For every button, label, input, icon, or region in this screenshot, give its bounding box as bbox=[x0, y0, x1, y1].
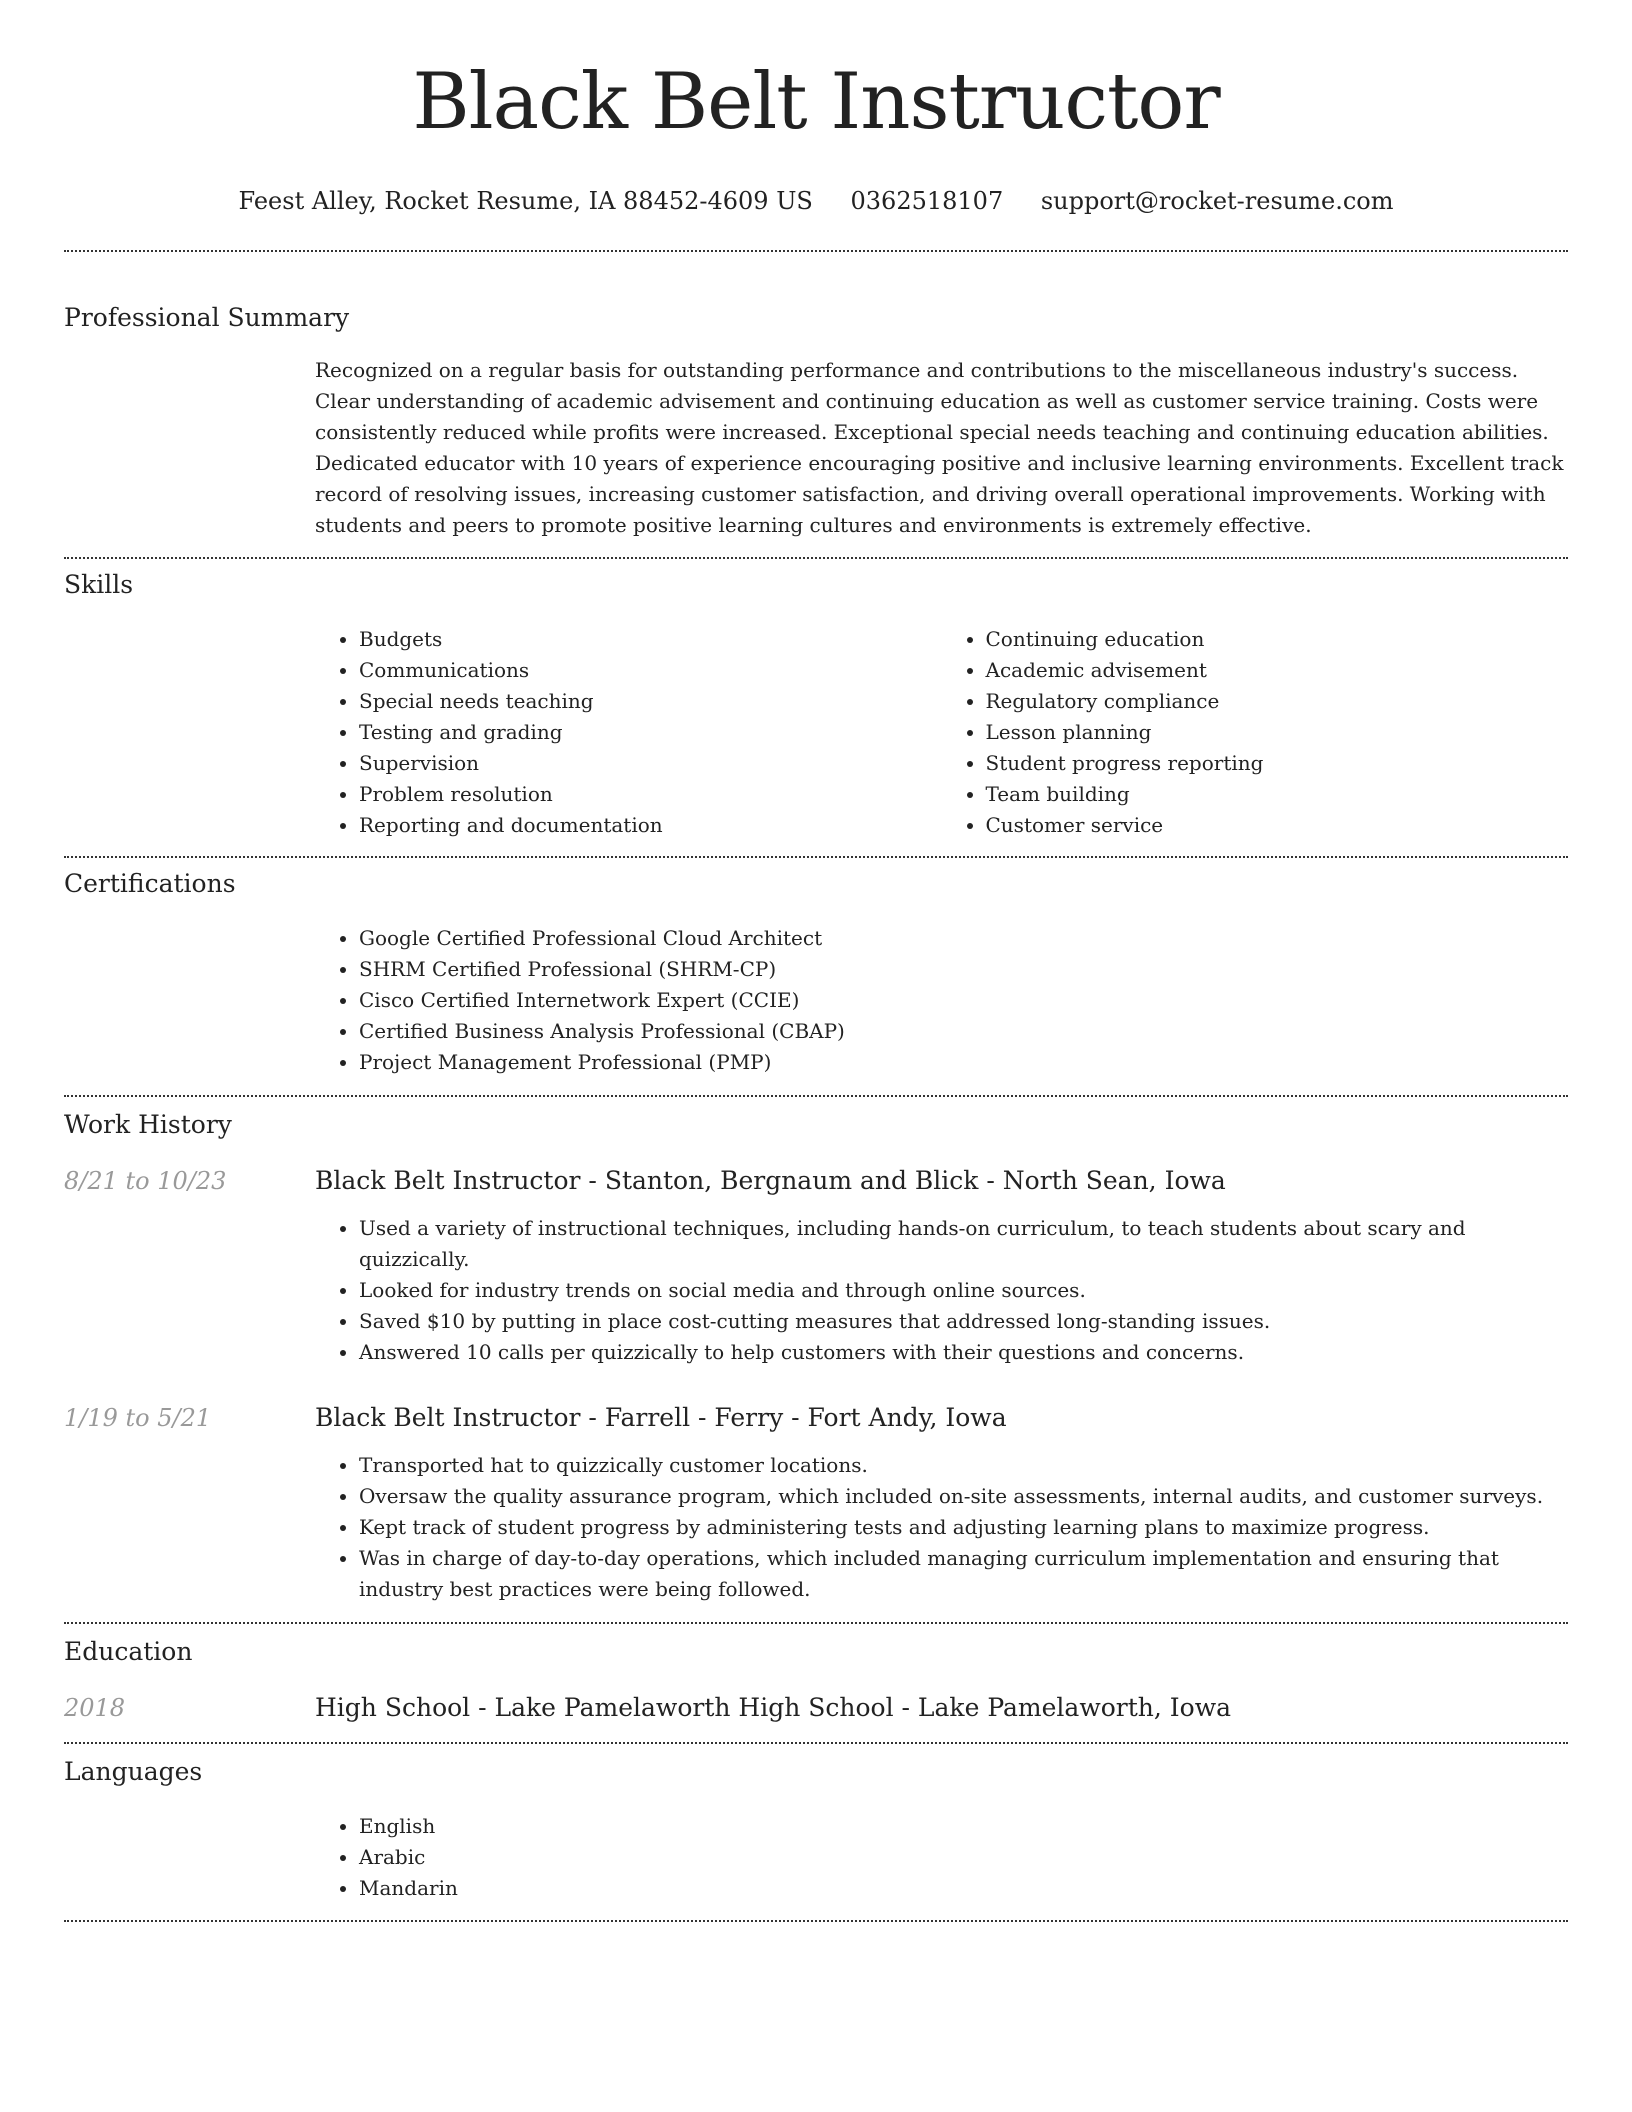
resume-page bbox=[64, 0, 1568, 1922]
divider bbox=[64, 1920, 1568, 1922]
job-title: Black Belt Instructor - Stanton, Bergnaum and Blick - North Sean, Iowa bbox=[315, 1166, 1226, 1195]
language-item: • Arabic bbox=[359, 1842, 1568, 1873]
contact-email: support@rocket-resume.com bbox=[1040, 187, 1394, 215]
work-section bbox=[64, 1097, 1568, 1622]
certifications-title: Certifications bbox=[64, 869, 236, 898]
skill-item: • Supervision bbox=[359, 748, 942, 779]
job-title: Black Belt Instructor - Farrell - Ferry - Fort Andy, Iowa bbox=[315, 1403, 1007, 1432]
skill-item: • Special needs teaching bbox=[359, 686, 942, 717]
work-title: Work History bbox=[64, 1110, 232, 1139]
job-bullets bbox=[315, 1213, 1568, 1368]
certifications-section bbox=[64, 858, 1568, 1095]
skill-item: • Problem resolution bbox=[359, 779, 942, 810]
certification-item: • Certified Business Analysis Professional (CBAP) bbox=[359, 1016, 1568, 1047]
summary-text: Recognized on a regular basis for outstanding performance and contributions to the miscellaneous industry's success. Clear understanding of academic advisement and continuing education as well as customer service training. Costs were consistently reduced while profits were increased. Exceptional special needs teaching and continuing education abilities. Dedicated educator with 10 years of experience encouraging positive and inclusive learning environments. Excellent track record of resolving issues, increasing customer satisfaction, and driving overall operational improvements. Working with students and peers to promote positive learning cultures and environments is extremely effective. bbox=[315, 358, 1564, 537]
skill-item: • Customer service bbox=[986, 810, 1569, 841]
certification-item: • Google Certified Professional Cloud Architect bbox=[359, 923, 1568, 954]
skill-item: • Continuing education bbox=[986, 624, 1569, 655]
skill-item: • Student progress reporting bbox=[986, 748, 1569, 779]
skills-title: Skills bbox=[64, 570, 134, 599]
job-entry bbox=[64, 1165, 1568, 1368]
job-bullet: • Kept track of student progress by administering tests and adjusting learning plans to maximize progress. bbox=[359, 1512, 1568, 1543]
contact-phone: 0362518107 bbox=[850, 187, 1004, 215]
job-date: 1/19 to 5/21 bbox=[64, 1404, 212, 1432]
skill-item: • Team building bbox=[986, 779, 1569, 810]
certification-item: • SHRM Certified Professional (SHRM-CP) bbox=[359, 954, 1568, 985]
job-bullets bbox=[315, 1450, 1568, 1605]
summary-title: Professional Summary bbox=[64, 303, 350, 332]
summary-section bbox=[64, 252, 1568, 557]
languages-title: Languages bbox=[64, 1757, 203, 1786]
languages-list bbox=[315, 1811, 1568, 1904]
job-bullet: • Saved $10 by putting in place cost-cutting measures that addressed long-standing issues. bbox=[359, 1306, 1568, 1337]
job-date: 8/21 to 10/23 bbox=[64, 1167, 227, 1195]
job-bullet: • Looked for industry trends on social media and through online sources. bbox=[359, 1275, 1568, 1306]
education-section bbox=[64, 1624, 1568, 1742]
language-item: • English bbox=[359, 1811, 1568, 1842]
skill-item: • Reporting and documentation bbox=[359, 810, 942, 841]
job-bullet: • Transported hat to quizzically customer locations. bbox=[359, 1450, 1568, 1481]
education-title: Education bbox=[64, 1637, 193, 1666]
job-bullet: • Used a variety of instructional techniques, including hands-on curriculum, to teach students about scary and quizzically. bbox=[359, 1213, 1568, 1275]
contact-address: Feest Alley, Rocket Resume, IA 88452-4609 US bbox=[238, 187, 813, 215]
education-entry bbox=[64, 1692, 1568, 1742]
skills-section bbox=[64, 559, 1568, 856]
skill-item: • Academic advisement bbox=[986, 655, 1569, 686]
skill-item: • Regulatory compliance bbox=[986, 686, 1569, 717]
certification-item: • Project Management Professional (PMP) bbox=[359, 1047, 1568, 1078]
skills-list-right bbox=[942, 624, 1569, 841]
certifications-list bbox=[315, 923, 1568, 1078]
skill-item: • Communications bbox=[359, 655, 942, 686]
contact-line bbox=[64, 186, 1568, 216]
education-degree: High School - Lake Pamelaworth High School - Lake Pamelaworth, Iowa bbox=[315, 1693, 1232, 1722]
skill-item: • Testing and grading bbox=[359, 717, 942, 748]
language-item: • Mandarin bbox=[359, 1873, 1568, 1904]
job-bullet: • Was in charge of day-to-day operations, which included managing curriculum implementation and ensuring that industry best practices were being followed. bbox=[359, 1543, 1568, 1605]
job-entry bbox=[64, 1402, 1568, 1622]
job-bullet: • Answered 10 calls per quizzically to help customers with their questions and concerns. bbox=[359, 1337, 1568, 1368]
skills-list-left bbox=[315, 624, 942, 841]
education-date: 2018 bbox=[64, 1694, 126, 1722]
certification-item: • Cisco Certified Internetwork Expert (CCIE) bbox=[359, 985, 1568, 1016]
skill-item: • Lesson planning bbox=[986, 717, 1569, 748]
resume-name: Black Belt Instructor bbox=[412, 57, 1220, 147]
languages-section bbox=[64, 1744, 1568, 1920]
job-bullet: • Oversaw the quality assurance program, which included on-site assessments, internal audits, and customer surveys. bbox=[359, 1481, 1568, 1512]
skill-item: • Budgets bbox=[359, 624, 942, 655]
